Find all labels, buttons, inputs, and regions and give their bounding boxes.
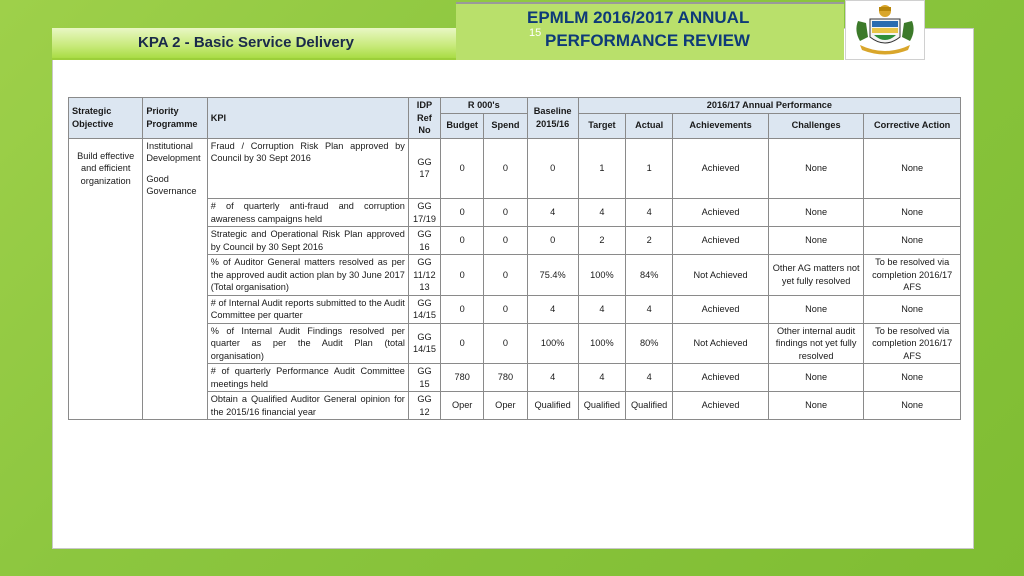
empty-cell (69, 295, 143, 323)
coat-of-arms-icon (850, 1, 920, 59)
idp-cell: GG 17 (408, 138, 440, 199)
challenge-cell: None (768, 364, 864, 392)
table-row (69, 295, 961, 323)
header-achievements: Achievements (673, 113, 769, 138)
performance-table (68, 97, 961, 420)
baseline-cell: 0 (527, 227, 578, 255)
budget-cell: 0 (441, 199, 484, 227)
kpi-cell: # of Internal Audit reports submitted to the Audit Committee per quarter (207, 295, 408, 323)
spend-cell: 0 (484, 295, 527, 323)
actual-cell: 2 (626, 227, 673, 255)
corrective-cell: None (864, 199, 961, 227)
corrective-cell: None (864, 364, 961, 392)
challenge-cell: None (768, 392, 864, 420)
challenge-cell: None (768, 199, 864, 227)
empty-cell (69, 199, 143, 227)
empty-cell (143, 323, 207, 364)
spend-cell: 0 (484, 138, 527, 199)
target-cell: 4 (578, 295, 625, 323)
header-annual-performance: 2016/17 Annual Performance (578, 98, 960, 114)
empty-cell (69, 392, 143, 420)
corrective-cell: None (864, 295, 961, 323)
achievement-cell: Not Achieved (673, 323, 769, 364)
idp-cell: GG 12 (408, 392, 440, 420)
target-cell: 1 (578, 138, 625, 199)
header-kpi: KPI (207, 98, 408, 139)
spend-cell: 0 (484, 227, 527, 255)
budget-cell: 0 (441, 323, 484, 364)
empty-cell (143, 295, 207, 323)
challenge-cell: Other AG matters not yet fully resolved (768, 255, 864, 296)
logo (845, 0, 925, 60)
kpi-cell: Fraud / Corruption Risk Plan approved by Council by 30 Sept 2016 (207, 138, 408, 199)
budget-cell: 0 (441, 295, 484, 323)
empty-cell (143, 227, 207, 255)
empty-cell (69, 227, 143, 255)
kpa-title: KPA 2 - Basic Service Delivery (138, 34, 354, 51)
table-row (69, 255, 961, 296)
strategic-objective-cell: Build effective and efficient organization (69, 138, 143, 199)
idp-cell: GG 17/19 (408, 199, 440, 227)
empty-cell (143, 199, 207, 227)
kpi-cell: # of quarterly anti-fraud and corruption awareness campaigns held (207, 199, 408, 227)
achievement-cell: Achieved (673, 364, 769, 392)
baseline-cell: 100% (527, 323, 578, 364)
challenge-cell: None (768, 227, 864, 255)
spend-cell: 0 (484, 323, 527, 364)
table-row (69, 392, 961, 420)
kpi-cell: % of Auditor General matters resolved as per the approved audit action plan by 30 June 2017 (Total organisation) (207, 255, 408, 296)
priority-programme-2: Good Governance (146, 173, 197, 196)
header-strategic-objective: Strategic Objective (69, 98, 143, 139)
header-budget: Budget (441, 113, 484, 138)
target-cell: 100% (578, 323, 625, 364)
achievement-cell: Achieved (673, 138, 769, 199)
kpi-cell: # of quarterly Performance Audit Committee meetings held (207, 364, 408, 392)
header-priority-programme: Priority Programme (143, 98, 207, 139)
spend-cell: 780 (484, 364, 527, 392)
slide-number: 15 (529, 27, 542, 39)
baseline-cell: 75.4% (527, 255, 578, 296)
header-challenges: Challenges (768, 113, 864, 138)
idp-cell: GG 15 (408, 364, 440, 392)
kpi-cell: Strategic and Operational Risk Plan approved by Council by 30 Sept 2016 (207, 227, 408, 255)
achievement-cell: Achieved (673, 295, 769, 323)
challenge-cell: Other internal audit findings not yet fully resolved (768, 323, 864, 364)
actual-cell: 4 (626, 364, 673, 392)
achievement-cell: Achieved (673, 199, 769, 227)
corrective-cell: To be resolved via completion 2016/17 AFS (864, 255, 961, 296)
slide-title-line1: EPMLM 2016/2017 ANNUAL (527, 8, 750, 27)
actual-cell: 4 (626, 295, 673, 323)
baseline-cell: 4 (527, 295, 578, 323)
header-actual: Actual (626, 113, 673, 138)
budget-cell: Oper (441, 392, 484, 420)
budget-cell: 0 (441, 138, 484, 199)
challenge-cell: None (768, 138, 864, 199)
table-row (69, 199, 961, 227)
slide-title-line2: PERFORMANCE REVIEW (545, 31, 750, 50)
idp-cell: GG 11/12 13 (408, 255, 440, 296)
idp-cell: GG 16 (408, 227, 440, 255)
kpi-cell: % of Internal Audit Findings resolved per quarter as per the Audit Plan (total organisation) (207, 323, 408, 364)
idp-cell: GG 14/15 (408, 295, 440, 323)
header-corrective-action: Corrective Action (864, 113, 961, 138)
target-cell: 4 (578, 364, 625, 392)
table-row (69, 138, 961, 199)
actual-cell: Qualified (626, 392, 673, 420)
kpi-cell: Obtain a Qualified Auditor General opinion for the 2015/16 financial year (207, 392, 408, 420)
header-baseline: Baseline 2015/16 (527, 98, 578, 139)
actual-cell: 4 (626, 199, 673, 227)
spend-cell: 0 (484, 199, 527, 227)
budget-cell: 0 (441, 255, 484, 296)
baseline-cell: 4 (527, 364, 578, 392)
target-cell: 100% (578, 255, 625, 296)
empty-cell (143, 392, 207, 420)
corrective-cell: None (864, 227, 961, 255)
header-idp-ref: IDP Ref No (408, 98, 440, 139)
corrective-cell: None (864, 138, 961, 199)
target-cell: 4 (578, 199, 625, 227)
spend-cell: 0 (484, 255, 527, 296)
table-row (69, 323, 961, 364)
target-cell: 2 (578, 227, 625, 255)
challenge-cell: None (768, 295, 864, 323)
achievement-cell: Not Achieved (673, 255, 769, 296)
actual-cell: 1 (626, 138, 673, 199)
empty-cell (69, 255, 143, 296)
budget-cell: 0 (441, 227, 484, 255)
corrective-cell: None (864, 392, 961, 420)
achievement-cell: Achieved (673, 392, 769, 420)
baseline-cell: Qualified (527, 392, 578, 420)
table-row (69, 364, 961, 392)
spend-cell: Oper (484, 392, 527, 420)
actual-cell: 84% (626, 255, 673, 296)
idp-cell: GG 14/15 (408, 323, 440, 364)
header-r000: R 000's (441, 98, 527, 114)
priority-programme-1: Institutional Development (146, 140, 201, 163)
budget-cell: 780 (441, 364, 484, 392)
target-cell: Qualified (578, 392, 625, 420)
table-row (69, 227, 961, 255)
header-target: Target (578, 113, 625, 138)
corrective-cell: To be resolved via completion 2016/17 AFS (864, 323, 961, 364)
header-spend: Spend (484, 113, 527, 138)
priority-programme-cell (143, 138, 207, 199)
achievement-cell: Achieved (673, 227, 769, 255)
empty-cell (143, 364, 207, 392)
baseline-cell: 0 (527, 138, 578, 199)
empty-cell (69, 323, 143, 364)
actual-cell: 80% (626, 323, 673, 364)
empty-cell (143, 255, 207, 296)
empty-cell (69, 364, 143, 392)
baseline-cell: 4 (527, 199, 578, 227)
